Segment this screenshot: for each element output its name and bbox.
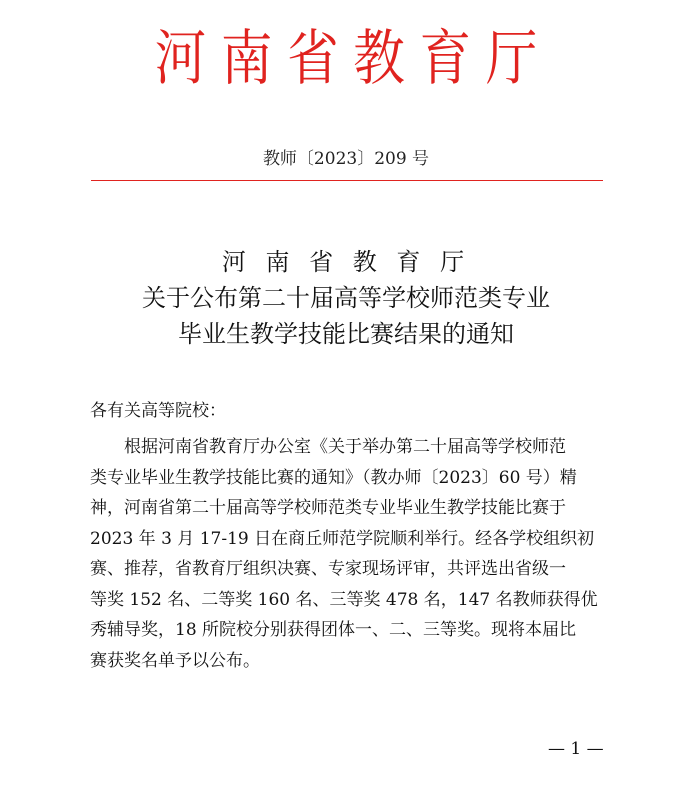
document-number: 教师〔2023〕209 号 — [262, 149, 430, 169]
body-line: 等奖 152 名、二等奖 160 名、三等奖 478 名，147 名教师获得优 — [90, 589, 598, 610]
page-number: — 1 — — [548, 739, 604, 759]
body-line: 秀辅导奖，18 所院校分别获得团体一、二、三等奖。现将本届比 — [90, 620, 577, 640]
title-line-issuer: 河 南 省 教 育 厅 — [221, 248, 471, 276]
body-line: 类专业毕业生教学技能比赛的通知》（教办师〔2023〕60 号）精 — [90, 467, 577, 488]
body-line: 2023 年 3 月 17-19 日在商丘师范学院顺利举行。经各学校组织初 — [90, 528, 595, 549]
title-line-subject: 关于公布第二十届高等学校师范类专业 — [142, 284, 550, 312]
body-line: 赛获奖名单予以公布。 — [90, 650, 260, 671]
masthead-title: 河南省教育厅 — [154, 24, 552, 94]
title-line-subject-continued: 毕业生教学技能比赛结果的通知 — [178, 320, 514, 348]
body-line: 根据河南省教育厅办公室《关于举办第二十届高等学校师范 — [124, 437, 566, 457]
salutation: 各有关高等院校： — [90, 401, 226, 421]
notice-title — [0, 244, 692, 352]
red-divider-line — [91, 180, 603, 181]
body-line: 神，河南省第二十届高等学校师范类专业毕业生教学技能比赛于 — [90, 498, 566, 518]
body-line: 赛、推荐，省教育厅组织决赛、专家现场评审，共评选出省级一 — [90, 559, 566, 579]
body-paragraph — [90, 432, 610, 676]
